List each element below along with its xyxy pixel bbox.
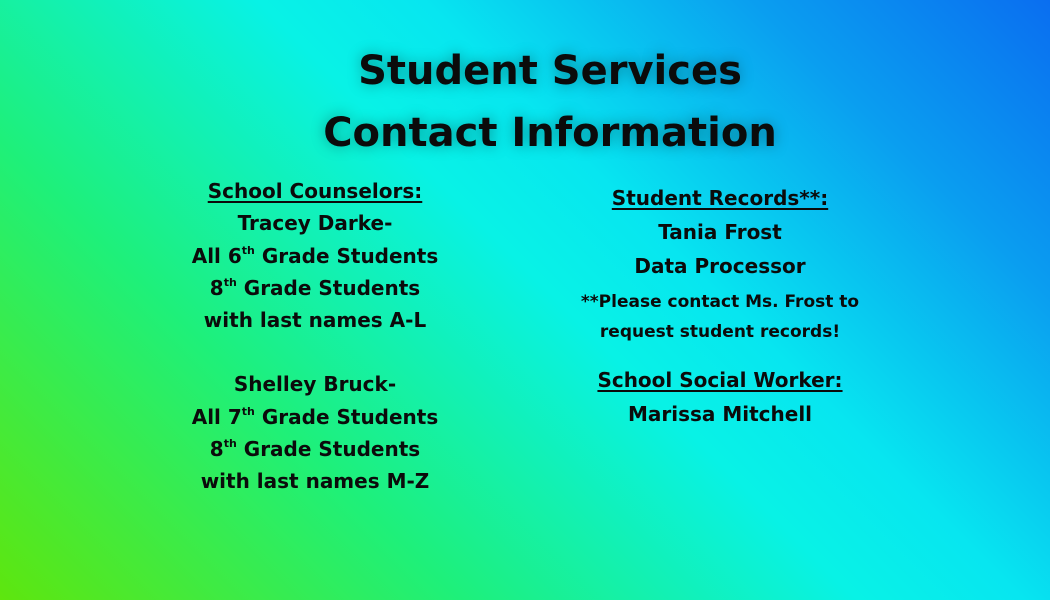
social-worker-heading: School Social Worker:: [597, 368, 843, 392]
records-note: [560, 287, 880, 347]
counselor-2-name: Shelley Bruck-: [233, 372, 397, 397]
counselor-1-line-1: All 6th Grade Students: [191, 243, 439, 268]
page-title: [0, 40, 1050, 164]
counselor-1-line-3: with last names A-L: [203, 308, 427, 333]
social-worker-name: Marissa Mitchell: [627, 402, 813, 426]
records-name: Tania Frost: [658, 220, 782, 244]
counselors-heading: School Counselors:: [207, 179, 423, 203]
counselor-2-line-3: with last names M-Z: [200, 469, 430, 494]
spacer: [560, 347, 880, 363]
spacer: [155, 336, 475, 368]
counselor-1-line-2: 8th Grade Students: [209, 275, 421, 300]
counselors-section: [155, 175, 475, 498]
counselor-2-line-2: 8th Grade Students: [209, 437, 421, 462]
title-line-1: Student Services: [358, 48, 742, 94]
counselor-2-line-1: All 7th Grade Students: [191, 404, 439, 429]
records-role: Data Processor: [634, 254, 806, 278]
records-heading: Student Records**:: [611, 186, 829, 210]
counselor-1-name: Tracey Darke-: [237, 211, 393, 236]
records-note-line-1: **Please contact Ms. Frost to: [580, 292, 860, 312]
records-note-line-2: request student records!: [599, 322, 841, 342]
title-line-2: Contact Information: [323, 110, 777, 156]
records-section: [560, 181, 880, 431]
